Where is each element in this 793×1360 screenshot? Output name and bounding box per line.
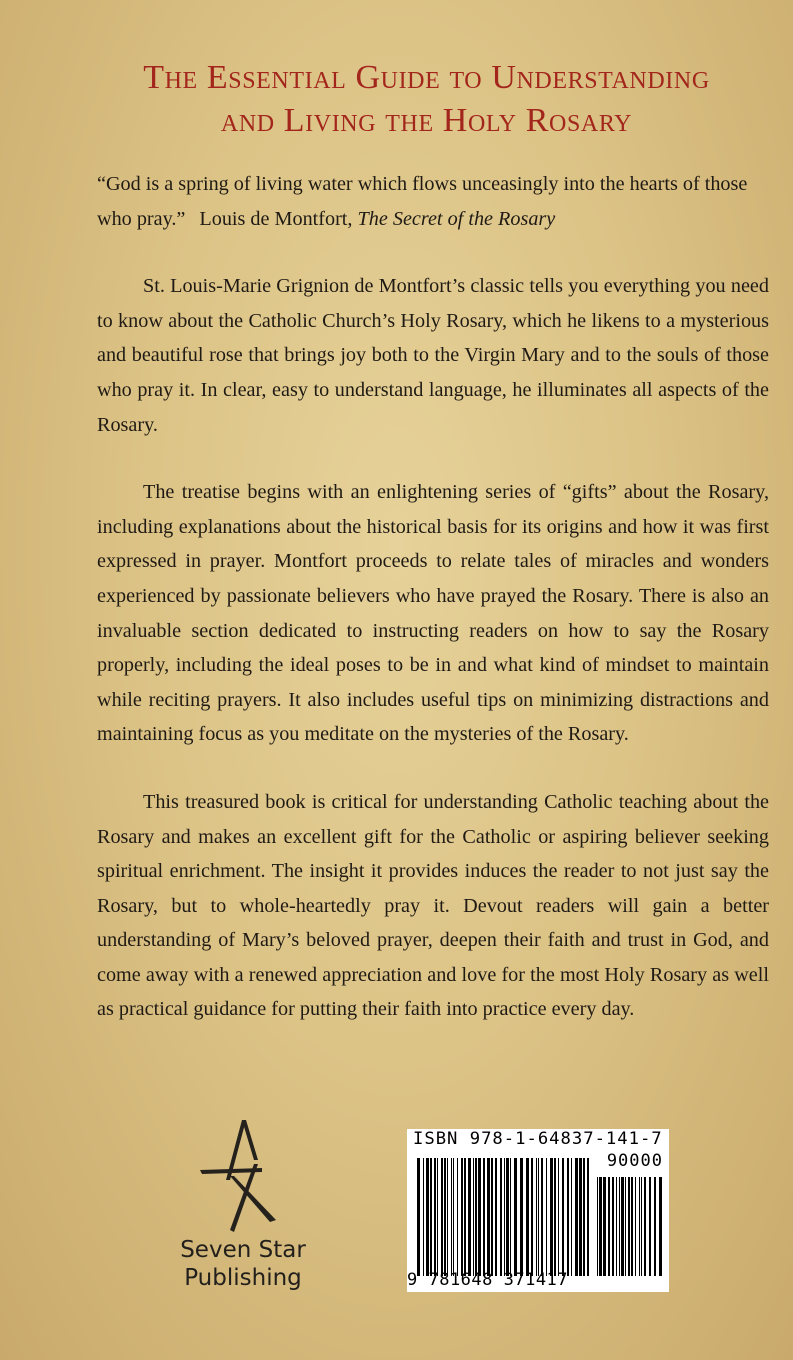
barcode-bar xyxy=(567,1158,569,1276)
barcode-bar xyxy=(430,1158,432,1276)
barcode-bar xyxy=(451,1158,452,1276)
barcode-bar xyxy=(583,1158,585,1276)
paragraph-3: This treasured book is critical for understanding Catholic teaching about the Rosary and makes an excellent gift for the Catholic or aspiring believer seeking spiritual enrichment. The insight it provides induces the reader to not just say the Rosary, but to whole-heartedly pray it. Devout readers will gain a better understanding of Mary’s beloved prayer, deepen their faith and trust in God, and come away with a renewed appreciation and love for the most Holy Rosary as well as practical guidance for putting their faith into practice every day. xyxy=(97,790,769,1021)
barcode-bar xyxy=(659,1177,662,1276)
barcode-bar xyxy=(500,1158,502,1276)
price-code: 90000 xyxy=(606,1151,663,1171)
epigraph-quote xyxy=(97,167,769,236)
publisher-name-line-2: Publishing xyxy=(184,1265,302,1291)
barcode-bar xyxy=(478,1158,481,1276)
barcode-bar xyxy=(579,1158,582,1276)
barcode-bar xyxy=(506,1158,509,1276)
barcode-bar xyxy=(514,1158,517,1276)
barcode-bar xyxy=(504,1158,505,1276)
isbn-label: ISBN 978-1-64837-141-7 xyxy=(413,1129,663,1149)
barcode-bar xyxy=(654,1177,656,1276)
paragraph-1: St. Louis-Marie Grignion de Montfort’s classic tells you everything you need to know about the Catholic Church’s Holy Rosary, which he likens to a mysterious and beautiful rose that brings joy both to the Virgin Mary and to the souls of those who pray it. In clear, easy to understand language, he illuminates all aspects of the Rosary. xyxy=(97,275,769,436)
barcode-bar xyxy=(426,1158,429,1276)
barcode-bar xyxy=(625,1177,626,1276)
barcode-bar xyxy=(641,1177,642,1276)
quote-text: “God is a spring of living water which flows unceasingly into the hearts of those who pray.” xyxy=(97,173,748,230)
publisher-name xyxy=(178,1236,308,1292)
barcode-bar xyxy=(649,1177,651,1276)
barcode-bar xyxy=(491,1158,493,1276)
barcode-bar xyxy=(597,1177,598,1276)
seven-star-logo-icon xyxy=(200,1120,280,1232)
barcode-bar xyxy=(453,1158,454,1276)
isbn-barcode xyxy=(407,1129,669,1292)
barcode-bar xyxy=(441,1158,443,1276)
barcode-bar xyxy=(434,1158,436,1276)
barcode-bar xyxy=(531,1158,533,1276)
barcode-bar xyxy=(621,1177,624,1276)
quote-author: Louis de Montfort, xyxy=(199,207,353,230)
barcode-bar xyxy=(461,1158,463,1276)
barcode-bar xyxy=(562,1158,564,1276)
barcode-bar xyxy=(437,1158,438,1276)
publisher-name-line-1: Seven Star xyxy=(180,1237,306,1263)
barcode-bar xyxy=(520,1158,523,1276)
barcode-bar xyxy=(587,1158,589,1276)
barcode-bar xyxy=(603,1177,606,1276)
barcode-bar xyxy=(546,1158,547,1276)
barcode-bar xyxy=(423,1158,424,1276)
barcode-bar xyxy=(554,1158,556,1276)
cover-title-line-2: and Living the Holy Rosary xyxy=(220,102,633,139)
barcode-bar xyxy=(571,1158,572,1276)
barcode-bar xyxy=(457,1158,458,1276)
barcode-bar xyxy=(639,1177,640,1276)
paragraph-2: The treatise begins with an enlightening series of “gifts” about the Rosary, including explanations about the historical basis for its origins and how it was first expressed in prayer. Montfort proceeds to relate tales of miracles and wonders experienced by passionate believers who have prayed the Rosary. There is also an invaluable section dedicated to instructing readers on how to say the Rosary properly, including the ideal poses to be in and what kind of mindset to maintain while reciting prayers. It also includes useful tips on minimizing distractions and maintaining focus as you meditate on the mysteries of the Rosary. xyxy=(97,481,769,746)
barcode-bar xyxy=(536,1158,537,1276)
barcode-bar xyxy=(473,1158,474,1276)
barcode-bar xyxy=(541,1158,543,1276)
barcode-bar xyxy=(619,1177,620,1276)
barcode-bar xyxy=(628,1177,630,1276)
cover-title-line-1: The Essential Guide to Understanding xyxy=(143,59,710,96)
barcode-bar xyxy=(616,1177,617,1276)
barcode-bar xyxy=(599,1177,602,1276)
barcode-bar xyxy=(631,1177,633,1276)
ean-digits: 9 781648 371417 xyxy=(407,1270,569,1290)
barcode-bar xyxy=(526,1158,529,1276)
quote-work: The Secret of the Rosary xyxy=(357,207,556,230)
barcode-bar xyxy=(510,1158,511,1276)
barcode-bar xyxy=(550,1158,553,1276)
ean-barcode-bars xyxy=(417,1158,589,1276)
description-text xyxy=(97,167,769,1060)
barcode-bar xyxy=(538,1158,539,1276)
publisher-logo xyxy=(170,1120,320,1300)
barcode-bar xyxy=(612,1177,614,1276)
barcode-bar xyxy=(475,1158,477,1276)
barcode-bar xyxy=(608,1177,610,1276)
barcode-bar xyxy=(495,1158,497,1276)
barcode-bar xyxy=(487,1158,490,1276)
barcode-bar xyxy=(575,1158,578,1276)
barcode-bar xyxy=(417,1158,420,1276)
barcode-bar xyxy=(444,1158,446,1276)
barcode-bar xyxy=(468,1158,471,1276)
barcode-bar xyxy=(558,1158,559,1276)
barcode-bar xyxy=(447,1158,448,1276)
barcode-bar xyxy=(635,1177,636,1276)
barcode-bar xyxy=(644,1177,646,1276)
price-addon-barcode-bars xyxy=(597,1177,663,1276)
barcode-bar xyxy=(483,1158,485,1276)
barcode-bar xyxy=(464,1158,466,1276)
